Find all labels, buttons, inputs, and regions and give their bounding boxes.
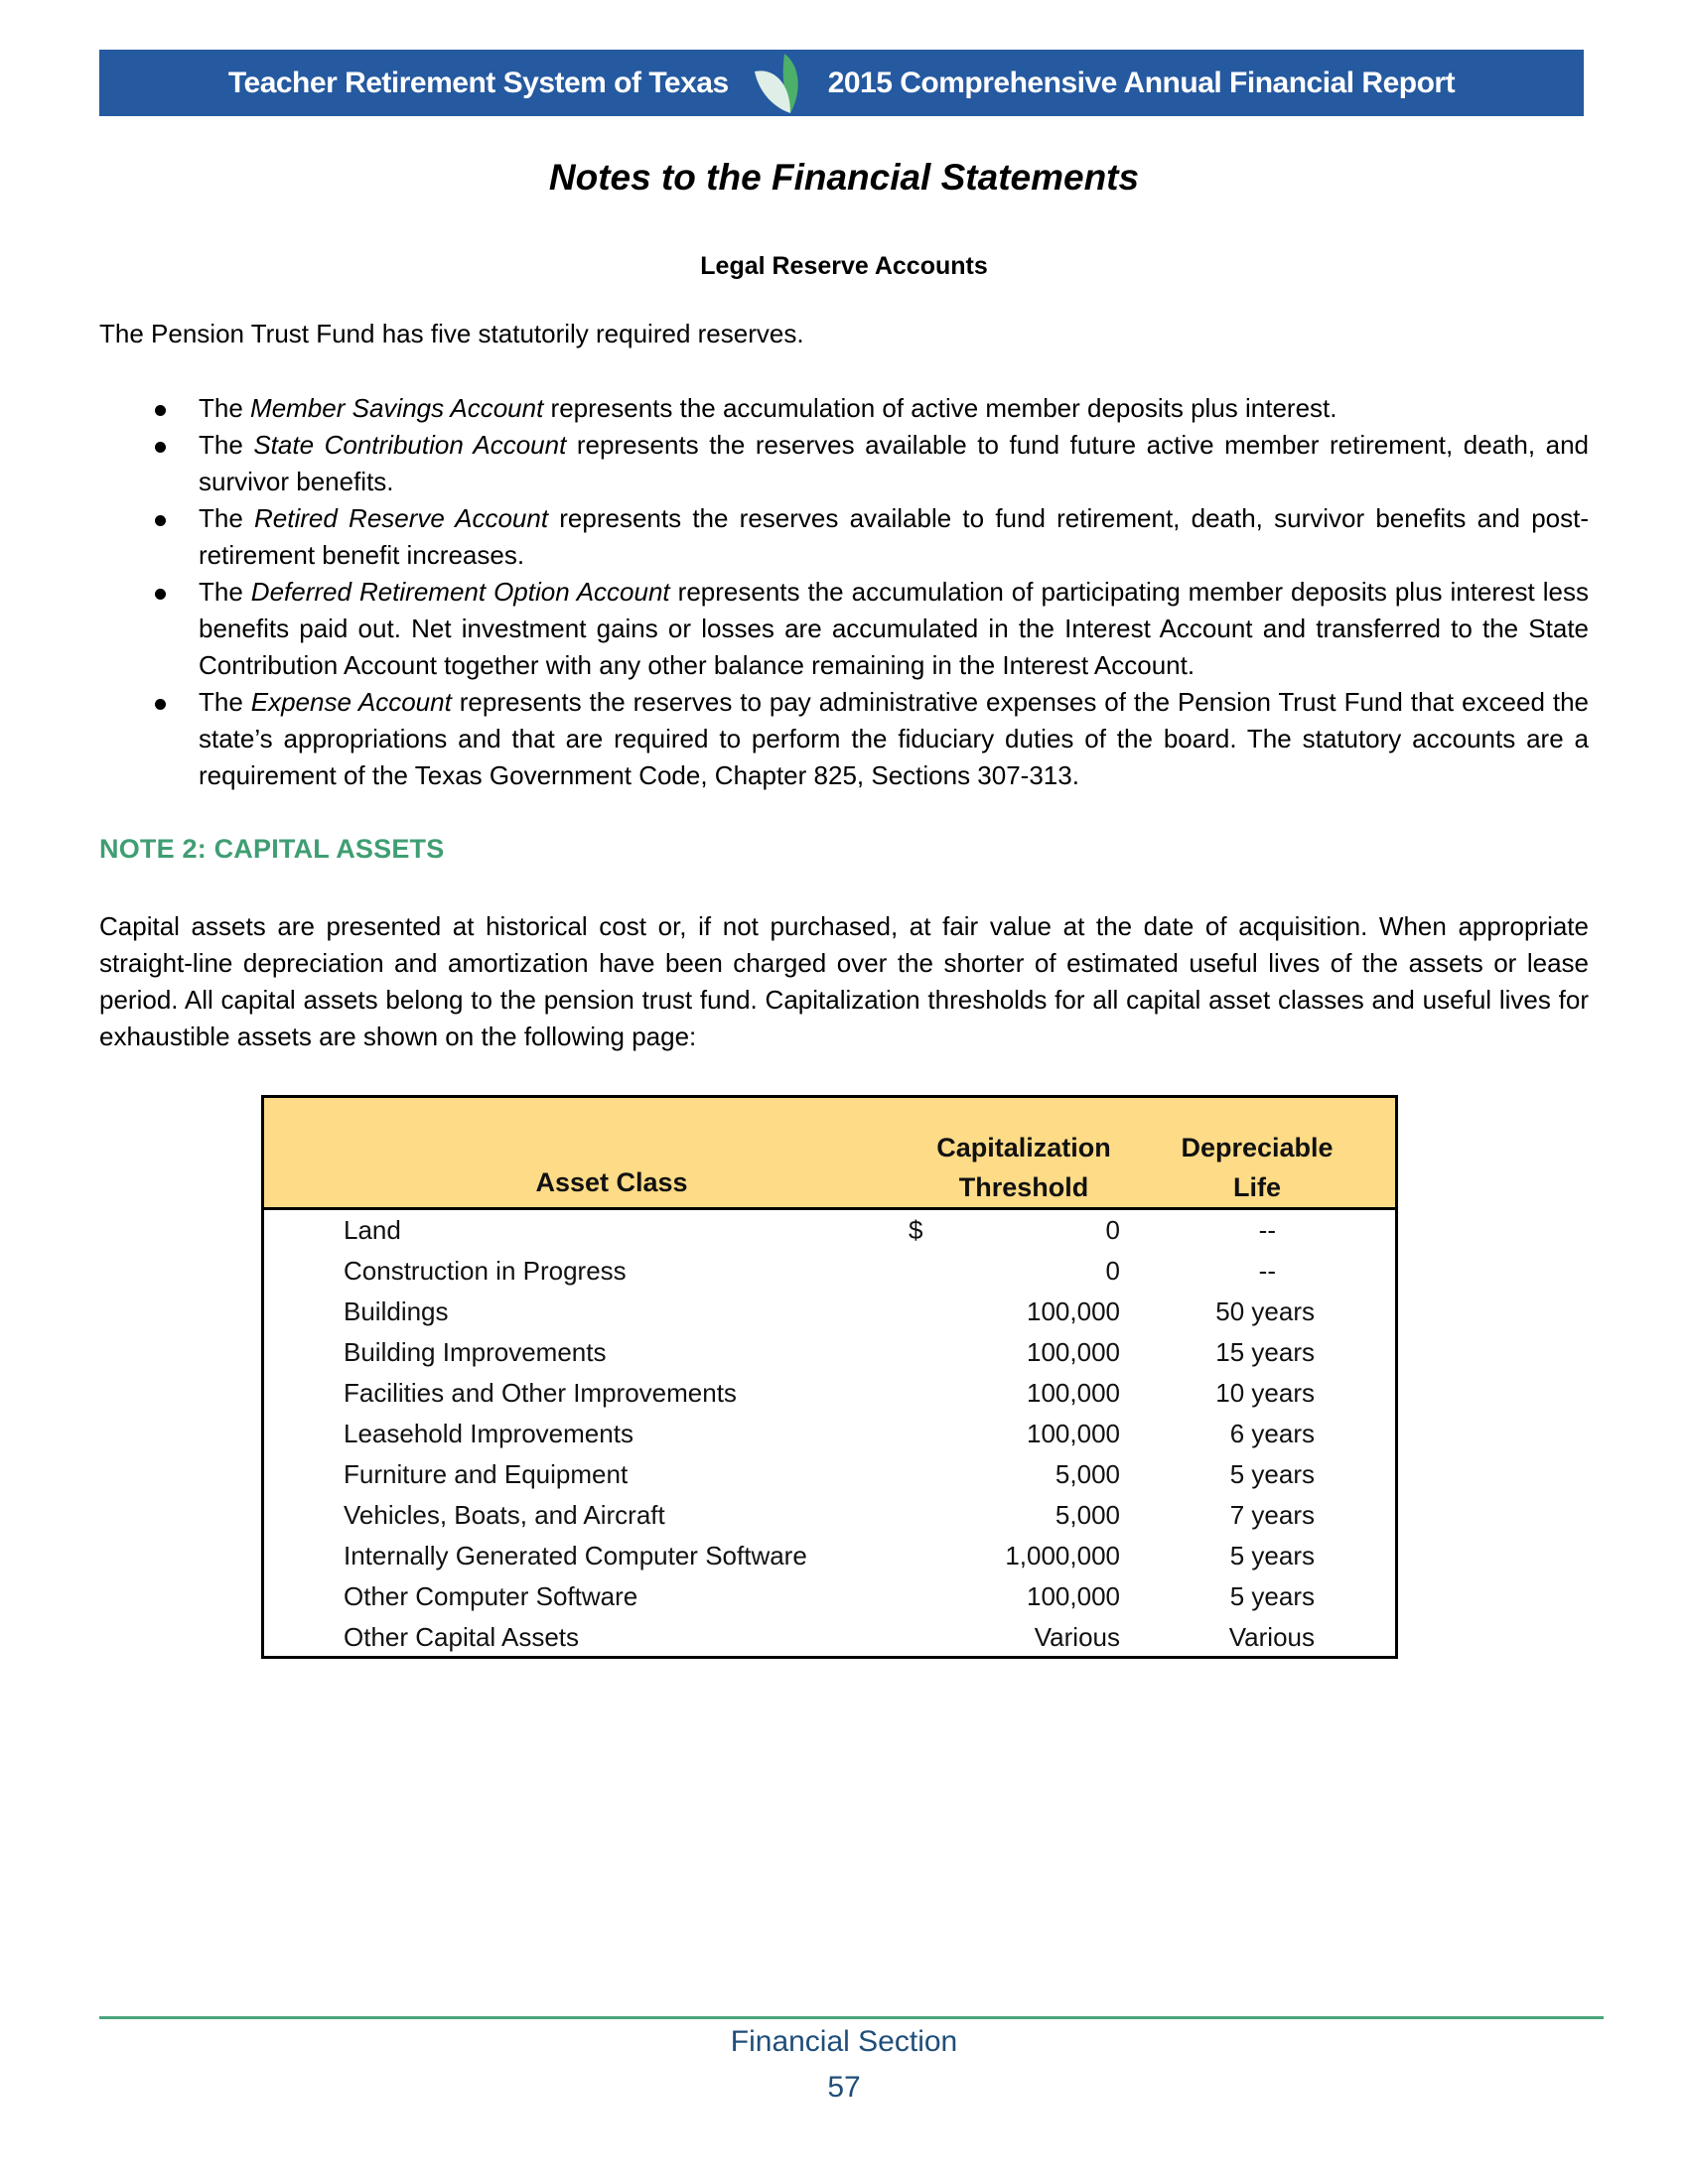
life-cell: -- — [1258, 1215, 1276, 1245]
asset-class-cell: Buildings — [344, 1297, 449, 1326]
column-header-threshold-line2: Threshold — [958, 1172, 1089, 1202]
asset-class-cell: Other Capital Assets — [344, 1622, 579, 1652]
bullet-prefix: The — [199, 503, 255, 533]
table-row — [264, 1536, 1395, 1576]
footer-section-label: Financial Section — [730, 2025, 958, 2058]
table-body — [264, 1210, 1395, 1658]
bullet-prefix: The — [199, 393, 251, 423]
table-row — [264, 1210, 1395, 1251]
report-header-banner — [99, 50, 1584, 116]
threshold-cell: 100,000 — [1027, 1419, 1120, 1448]
list-item — [99, 427, 1589, 500]
account-term: Deferred Retirement Option Account — [250, 577, 670, 607]
threshold-cell: 5,000 — [1055, 1500, 1120, 1530]
reserve-accounts-list — [99, 390, 1589, 794]
threshold-cell: 5,000 — [1055, 1459, 1120, 1489]
asset-class-cell: Leasehold Improvements — [344, 1419, 633, 1448]
page-title: Notes to the Financial Statements — [548, 157, 1140, 198]
table-row — [264, 1251, 1395, 1292]
life-cell: 5 years — [1229, 1581, 1315, 1611]
column-header-life-line2: Life — [1232, 1172, 1281, 1202]
asset-class-cell: Furniture and Equipment — [344, 1459, 629, 1489]
table-header — [264, 1098, 1395, 1210]
leaf-logo-icon — [751, 52, 806, 115]
table-row — [264, 1292, 1395, 1332]
table-row — [264, 1414, 1395, 1454]
bullet-prefix: The — [199, 430, 254, 460]
account-term: Retired Reserve Account — [254, 503, 549, 533]
asset-class-cell: Construction in Progress — [344, 1256, 627, 1286]
column-header-threshold — [880, 1128, 1168, 1207]
list-item — [99, 684, 1589, 794]
list-item — [99, 500, 1589, 574]
account-term: Expense Account — [250, 687, 452, 717]
threshold-cell: 0 — [1105, 1256, 1120, 1286]
capital-assets-table — [261, 1095, 1398, 1659]
currency-symbol: $ — [909, 1215, 923, 1245]
bullet-icon — [155, 699, 166, 710]
threshold-cell: 100,000 — [1027, 1581, 1120, 1611]
bullet-prefix: The — [199, 577, 251, 607]
life-cell: -- — [1258, 1256, 1276, 1286]
life-cell: 50 years — [1215, 1297, 1315, 1326]
bullet-description: represents the reserves to pay administrative expenses of the Pension Trust Fund that exceed the state’s appropriations and that are required to perform the fiduciary duties of the board. The statutory accounts are a requirement of the Texas Government Code, Chapter 825, Sections 307-313. — [199, 687, 1589, 790]
life-cell: Various — [1228, 1622, 1315, 1652]
threshold-cell: 0 — [1105, 1215, 1120, 1245]
column-header-life-line1: Depreciable — [1181, 1133, 1334, 1162]
page-number: 57 — [827, 2071, 861, 2104]
bullet-description: represents the reserves available to fund retirement, death, survivor benefits and post-retirement benefit increases. — [199, 503, 1589, 570]
organization-name: Teacher Retirement System of Texas — [227, 66, 729, 99]
asset-class-cell: Land — [344, 1215, 401, 1245]
asset-class-cell: Building Improvements — [344, 1337, 607, 1367]
note-paragraph: Capital assets are presented at historical cost or, if not purchased, at fair value at the date of acquisition. When appropriate straight-line depreciation and amortization have been charged over the shorter of estimated useful lives of the assets or lease period. All capital assets belong to the pension trust fund. Capitalization thresholds for all capital asset classes and useful lives for exhaustible assets are shown on the following page: — [99, 911, 1589, 1051]
threshold-cell: 1,000,000 — [1005, 1541, 1120, 1570]
life-cell: 15 years — [1215, 1337, 1315, 1367]
note-heading: NOTE 2: CAPITAL ASSETS — [99, 834, 445, 864]
account-term: State Contribution Account — [253, 430, 567, 460]
table-row — [264, 1332, 1395, 1373]
asset-class-cell: Vehicles, Boats, and Aircraft — [344, 1500, 665, 1530]
life-cell: 7 years — [1229, 1500, 1315, 1530]
bullet-description: represents the reserves available to fund future active member retirement, death, and survivor benefits. — [199, 430, 1589, 496]
threshold-cell: 100,000 — [1027, 1337, 1120, 1367]
section-subheading: Legal Reserve Accounts — [700, 252, 988, 280]
asset-class-cell: Facilities and Other Improvements — [344, 1378, 737, 1408]
table-row — [264, 1373, 1395, 1414]
bullet-icon — [155, 442, 166, 453]
life-cell: 6 years — [1229, 1419, 1315, 1448]
bullet-description: represents the accumulation of participating member deposits plus interest less benefits paid out. Net investment gains or losses are accumulated in the Interest Account and transferred to the State Contribution Account together with any other balance remaining in the Interest Account. — [199, 577, 1589, 680]
asset-class-cell: Internally Generated Computer Software — [344, 1541, 807, 1570]
bullet-icon — [155, 589, 166, 600]
column-header-asset-class: Asset Class — [535, 1167, 688, 1197]
life-cell: 5 years — [1229, 1541, 1315, 1570]
column-header-threshold-line1: Capitalization — [936, 1133, 1111, 1162]
list-item — [99, 390, 1589, 427]
table-row — [264, 1454, 1395, 1495]
column-header-life — [1128, 1128, 1386, 1207]
asset-class-cell: Other Computer Software — [344, 1581, 638, 1611]
life-cell: 5 years — [1229, 1459, 1315, 1489]
bullet-description: represents the accumulation of active member deposits plus interest. — [543, 393, 1337, 423]
threshold-cell: Various — [1034, 1622, 1120, 1652]
threshold-cell: 100,000 — [1027, 1297, 1120, 1326]
list-item — [99, 574, 1589, 684]
threshold-cell: 100,000 — [1027, 1378, 1120, 1408]
table-row — [264, 1495, 1395, 1536]
table-row — [264, 1576, 1395, 1617]
account-term: Member Savings Account — [250, 393, 544, 423]
intro-paragraph: The Pension Trust Fund has five statutorily required reserves. — [99, 319, 804, 348]
footer-divider — [99, 2016, 1604, 2019]
bullet-icon — [155, 515, 166, 526]
bullet-prefix: The — [199, 687, 251, 717]
table-row — [264, 1617, 1395, 1658]
life-cell: 10 years — [1215, 1378, 1315, 1408]
report-name: 2015 Comprehensive Annual Financial Report — [827, 66, 1456, 99]
bullet-icon — [155, 405, 166, 416]
